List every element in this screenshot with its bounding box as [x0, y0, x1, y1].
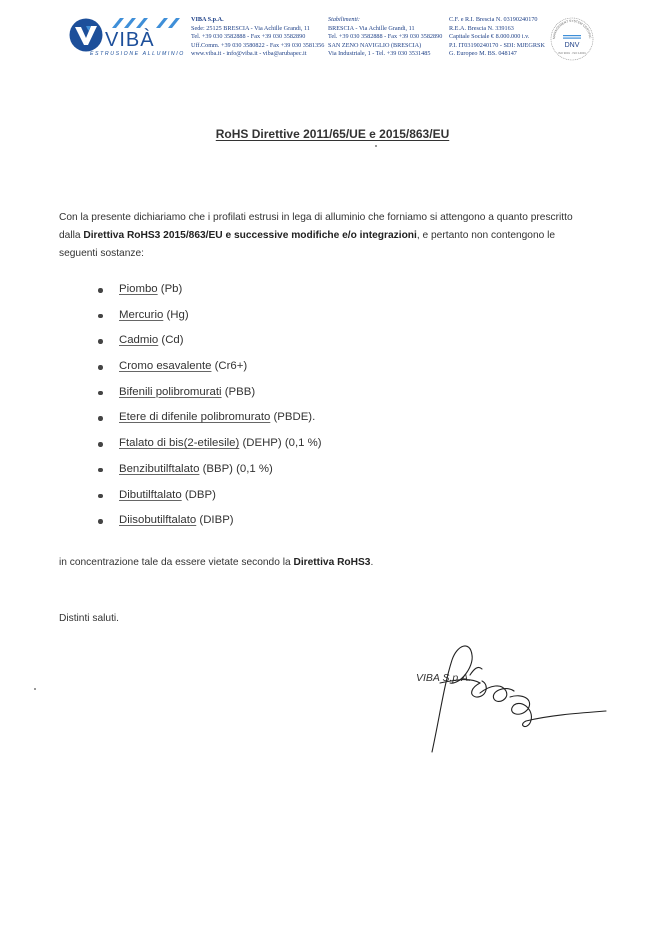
bullet-icon	[98, 314, 103, 319]
company-phone: Tel. +39 030 3582888 - Fax +39 030 3582890	[191, 33, 306, 41]
substance-symbol: (PBDE).	[270, 411, 316, 424]
bullet-icon	[98, 339, 103, 344]
substance-symbol: (DBP)	[181, 488, 216, 501]
viba-logo-mark-icon	[69, 18, 103, 52]
company-headquarters: Sede: 25125 BRESCIA - Via Achille Grandi, 11	[191, 24, 310, 32]
intro-directive: Direttiva RoHS3 2015/863/EU e successive modifiche e/o integrazioni	[83, 229, 417, 241]
plant-brescia-phone: Tel. +39 030 3582888 - Fax +39 030 3582890	[328, 33, 443, 41]
rea-number: R.E.A. Brescia N. 339163	[449, 24, 514, 32]
substance-name: Cadmio	[119, 334, 159, 347]
bullet-icon	[98, 391, 103, 396]
svg-text:DNV: DNV	[564, 42, 580, 49]
substance-name: Bifenili polibromurati	[119, 385, 222, 398]
company-web-email: www.viba.it - info@viba.it - viba@arubapec.it	[191, 50, 307, 58]
substance-name: Dibutilftalato	[119, 488, 182, 501]
european-group: G. Europeo M. BS. 048147	[449, 50, 517, 58]
intro-text-1: Con la presente dichiariamo che i profilati estrusi in lega di alluminio che forniamo si attengono a quanto prescritto dalla	[59, 212, 573, 241]
bullet-icon	[98, 288, 103, 293]
company-sales-phone: Uff.Comm. +39 030 3580822 - Fax +39 030 3581356	[191, 41, 325, 49]
plants-column	[328, 16, 442, 59]
scan-speck	[34, 688, 36, 690]
registration-column	[449, 16, 545, 59]
substance-symbol: (DEHP) (0,1 %)	[239, 437, 322, 450]
substance-name: Mercurio	[119, 308, 164, 321]
intro-paragraph	[59, 209, 589, 262]
svg-text:VIBÀ: VIBÀ	[105, 29, 155, 48]
substance-name: Etere di difenile polibromurato	[119, 411, 271, 424]
substance-symbol: (Cd)	[158, 334, 184, 347]
svg-text:ISO 9001 · ISO 14001: ISO 9001 · ISO 14001	[558, 51, 586, 55]
plant-brescia: BRESCIA - Via Achille Grandi, 11	[328, 24, 415, 32]
company-address-column	[191, 16, 324, 59]
conclusion-text-1: in concentrazione tale da essere vietate secondo la	[59, 557, 294, 568]
substance-symbol: (BBP) (0,1 %)	[199, 462, 273, 475]
bullet-icon	[98, 494, 103, 499]
substance-symbol: (Pb)	[157, 283, 183, 295]
handwritten-signature	[410, 635, 620, 760]
conclusion-directive: Direttiva RoHS3	[293, 557, 371, 568]
document-title: RoHS Direttive 2011/65/UE e 2015/863/EU	[215, 127, 450, 141]
bullet-icon	[98, 416, 103, 421]
bullet-icon	[98, 365, 103, 370]
svg-text:MANAGEMENT SYSTEM CERTIFICATIO: MANAGEMENT SYSTEM CERTIFIC	[551, 18, 593, 40]
company-name: VIBA S.p.A.	[191, 16, 224, 23]
substance-name: Cromo esavalente	[119, 360, 212, 373]
conclusion-paragraph	[59, 557, 373, 568]
substance-symbol: (PBB)	[221, 385, 256, 398]
bullet-icon	[98, 468, 103, 473]
letterhead	[0, 0, 665, 70]
vat-number: P.I. IT03190240170 - SDI: MJEGRSK	[449, 41, 545, 49]
conclusion-text-2: .	[370, 557, 374, 568]
viba-logo-wordmark	[104, 16, 184, 48]
stray-mark	[375, 145, 377, 147]
tax-code: C.F. e R.I. Brescia N. 03190240170	[449, 16, 538, 23]
bullet-icon	[98, 442, 103, 447]
plant-san-zeno-address: Via Industriale, 1 - Tel. +39 030 3531485	[328, 50, 431, 58]
dnv-certification-badge-icon	[549, 16, 595, 62]
plants-label: Stabilimenti:	[328, 16, 360, 23]
logo-tagline: ESTRUSIONE ALLUMINIO	[90, 51, 185, 57]
substance-symbol: (Hg)	[163, 308, 189, 321]
substance-name: Piombo	[119, 283, 158, 295]
intro-text-2: , e pertanto non contengono le seguenti sostanze:	[59, 229, 556, 259]
substance-name: Ftalato di bis(2-etilesile)	[119, 437, 240, 450]
share-capital: Capitale Sociale € 8.000.000 i.v.	[449, 33, 530, 41]
substance-symbol: (Cr6+)	[211, 360, 248, 373]
substance-symbol: (DIBP)	[196, 514, 234, 527]
plant-san-zeno: SAN ZENO NAVIGLIO (BRESCIA)	[328, 41, 422, 49]
closing-regards: Distinti saluti.	[59, 613, 120, 624]
substance-name: Diisobutilftalato	[119, 514, 197, 527]
substance-name: Benzibutilftalato	[119, 462, 200, 475]
bullet-icon	[98, 519, 103, 524]
signer-company: VIBA S.p.A.	[416, 672, 472, 684]
